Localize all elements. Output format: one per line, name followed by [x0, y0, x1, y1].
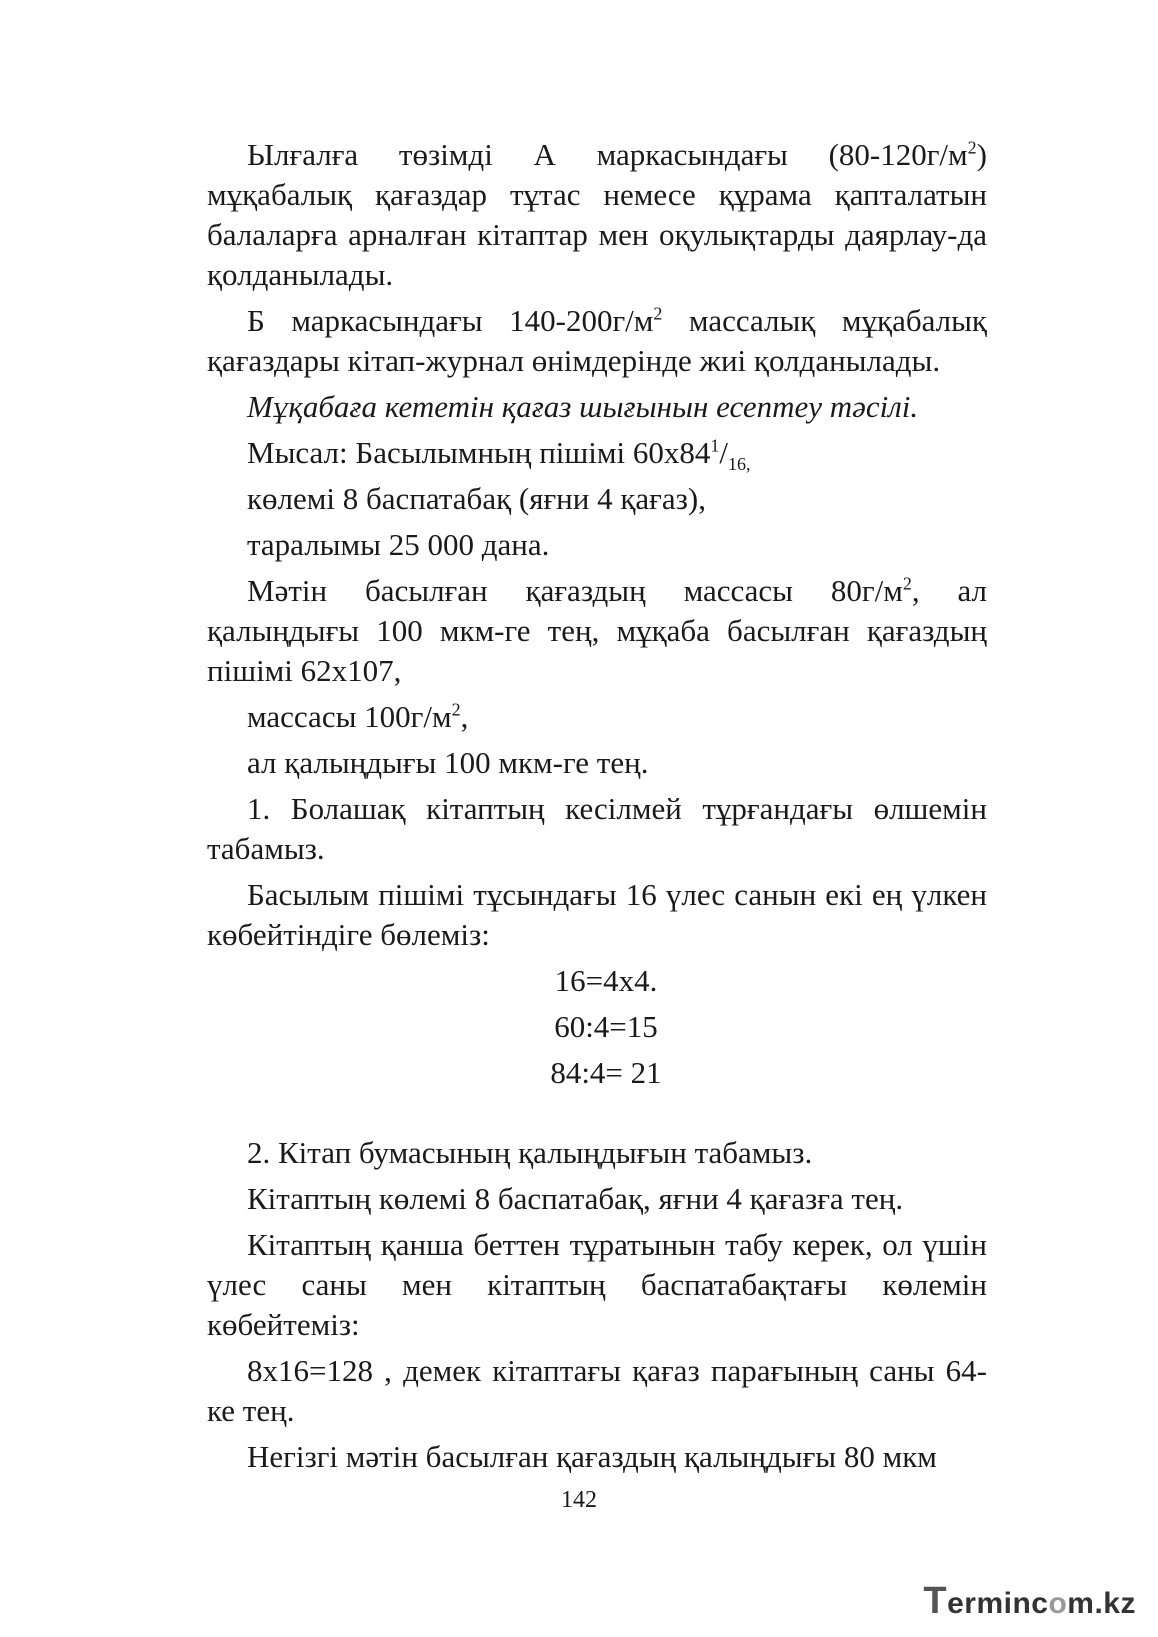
paragraph-step-1: 1. Болашақ кітаптың кесілмей тұрғандағы өлшемін табамыз. [207, 791, 987, 866]
paragraph-step-2: 2. Кітап бумасының қалыңдығын табамыз. [247, 1135, 813, 1170]
paragraph-book-volume: Кітаптың көлемі 8 баспатабақ, яғни 4 қағазға тең. [247, 1181, 904, 1216]
paragraph-divide: Басылым пішімі тұсындағы 16 үлес санын екі ең үлкен көбейтіндіге бөлеміз: [207, 877, 987, 952]
paragraph-1 [207, 135, 987, 295]
paragraph-volume: көлемі 8 баспатабақ (яғни 4 қағаз), [247, 481, 706, 516]
superscript: 2 [653, 303, 663, 324]
calc-line: 16=4х4. [554, 963, 658, 998]
paragraph-2-text-a: Б маркасындағы 140-200г/м [247, 303, 654, 338]
paragraph-page-count: Кітаптың қанша беттен тұратынын табу керек, ол үшін үлес саны мен кітаптың баспатабақтағы көлемін көбейтеміз: [207, 1227, 987, 1342]
paragraph-2-text-b: массалық мұқабалық қағаздары кітап-журнал өнімдерінде жиі қолданылады. [207, 303, 987, 378]
superscript: 2 [451, 699, 461, 720]
cover-mass-text: массасы 100г/м [247, 699, 452, 734]
magnifier-icon: o [1048, 1587, 1068, 1620]
cover-mass-comma: , [460, 699, 469, 734]
calculation-block [207, 961, 987, 1093]
paragraph-2 [207, 301, 987, 381]
paragraph-paper-mass [207, 571, 987, 691]
paper-mass-text-a: Мәтін басылған қағаздың массасы 80г/м [247, 573, 903, 608]
watermark-part-a: erminc [947, 1587, 1049, 1620]
paragraph-sheet-count: 8х16=128 , демек кітаптағы қағаз парағының саны 64-ке тең. [207, 1353, 987, 1428]
calc-line: 84:4= 21 [550, 1055, 662, 1090]
calc-line: 60:4=15 [554, 1009, 658, 1044]
section-heading: Мұқабаға кететін қағаз шығынын есептеу тәсілі. [247, 389, 919, 424]
paragraph-print-run: таралымы 25 000 дана. [247, 527, 550, 562]
paragraph-thickness: Негізгі мәтін басылған қағаздың қалыңдығы 80 мкм [247, 1439, 937, 1474]
watermark-part-b: m.kz [1067, 1587, 1136, 1620]
example-text: Мысал: Басылымның пішімі 60х84 [247, 435, 711, 470]
watermark-t: T [923, 1580, 948, 1622]
paragraph-1-text-a: Ылғалға төзімді А маркасындағы (80-120г/м [247, 137, 968, 172]
paragraph-example [207, 433, 987, 473]
paragraph-cover-mass [207, 697, 987, 737]
paper-mass-text-b: , ал қалыңдығы 100 мкм-ге тең, мұқаба басылған қағаздың пішімі 62х107, [207, 573, 987, 688]
paragraph-1-text-b: ) мұқабалық қағаздар тұтас немесе құрама қапталатын балаларға арналған кітаптар мен оқулықтарды даярлау-да қолданылады. [207, 137, 987, 292]
superscript: 2 [902, 573, 912, 594]
body-text [207, 135, 987, 1483]
subscript: 16, [728, 454, 751, 475]
paragraph-cover-thickness: ал қалыңдығы 100 мкм-ге тең. [247, 745, 649, 780]
page-number: 142 [561, 1487, 597, 1513]
fraction-slash: / [719, 435, 729, 470]
watermark-logo [923, 1580, 1136, 1623]
superscript: 2 [967, 137, 977, 158]
superscript: 1 [710, 435, 720, 456]
